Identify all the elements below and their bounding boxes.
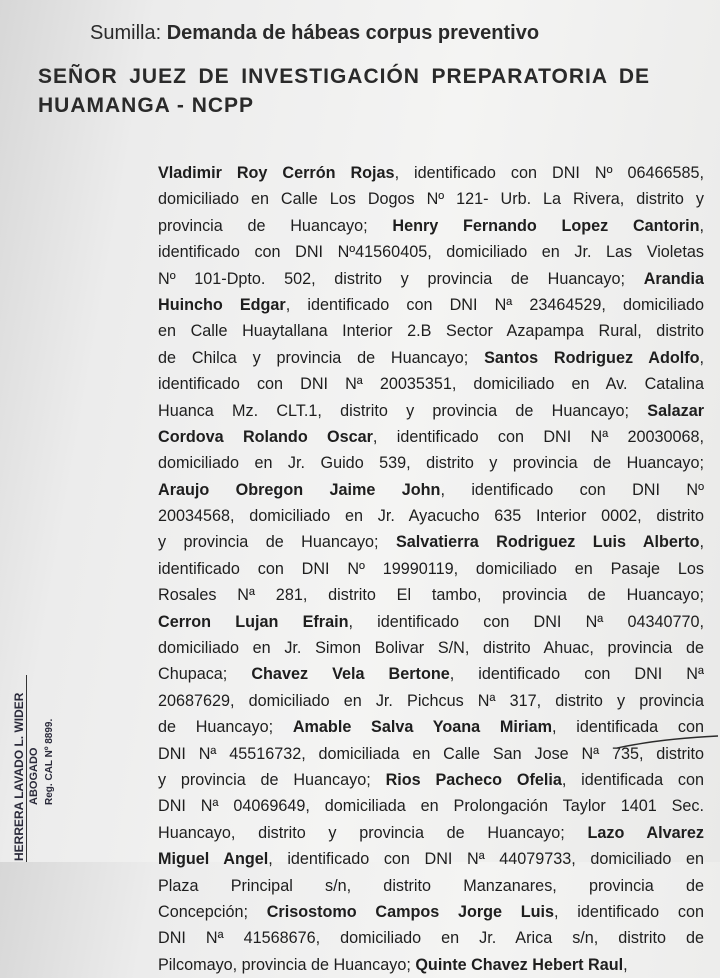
body-text-segment: 20034568, domiciliado en Jr. Ayacucho 635 Interior 0002, distrito	[158, 507, 704, 526]
body-line	[158, 424, 704, 450]
body-text-segment: DNI Nª 41568676, domiciliado en Jr. Arica s/n, distrito de	[158, 929, 704, 948]
body-text-segment: Nº 101-Dpto. 502, distrito y provincia de Huancayo;	[158, 269, 644, 288]
body-text-segment: DNI Nª 04069649, domiciliada en Prolongación Taylor 1401 Sec.	[158, 797, 704, 816]
body-text-segment: ,	[699, 216, 704, 235]
body-line	[158, 820, 704, 846]
body-line	[158, 239, 704, 265]
body-text-segment: domiciliado en Jr. Guido 539, distrito y provincia de Huancayo;	[158, 454, 704, 473]
body-paragraph	[158, 160, 704, 978]
body-text-segment: , identificado con DNI Nª 23464529, domiciliado	[285, 295, 704, 314]
body-text-segment: ,	[699, 533, 704, 552]
party-name: Arandia	[643, 269, 704, 288]
body-line	[158, 345, 704, 371]
body-line	[158, 661, 704, 687]
body-line	[158, 793, 704, 819]
body-text-segment: , identificado con DNI Nª 44079733, domiciliado en	[268, 850, 704, 869]
body-text-segment: , identificado con DNI Nº	[440, 480, 704, 499]
body-text-segment: Rosales Nª 281, distrito El tambo, provincia de Huancayo;	[158, 586, 704, 605]
addressee-heading	[38, 62, 650, 120]
body-text-segment: , identificado con DNI Nª 04340770,	[348, 612, 704, 631]
body-line	[158, 529, 704, 555]
addressee-line: SEÑOR JUEZ DE INVESTIGACIÓN PREPARATORIA DE	[38, 65, 650, 88]
party-name: Cordova Rolando Oscar	[158, 427, 373, 446]
body-text-segment: en Calle Huaytallana Interior 2.B Sector Azapampa Rural, distrito	[158, 322, 704, 341]
body-text-segment: Huanca Mz. CLT.1, distrito y provincia de Huancayo;	[158, 401, 648, 420]
body-text-segment: , identificado con	[554, 902, 704, 921]
body-line	[158, 477, 704, 503]
party-name: Amable Salva Yoana Miriam	[292, 718, 553, 737]
body-line	[158, 582, 704, 608]
body-text-segment: ,	[699, 348, 704, 367]
body-text-segment: Pilcomayo, provincia de Huancayo;	[158, 955, 416, 974]
party-name: Quinte Chavez Hebert Raul	[415, 955, 624, 974]
body-text-segment: identificado con DNI Nº 19990119, domiciliado en Pasaje Los	[158, 559, 704, 578]
body-text-segment: Huancayo, distrito y provincia de Huancayo;	[158, 823, 588, 842]
body-line	[158, 450, 704, 476]
party-name: Lazo Alvarez	[587, 823, 704, 842]
body-line	[158, 398, 704, 424]
party-name: Santos Rodriguez Adolfo	[484, 348, 700, 367]
party-name: Rios Pacheco Ofelia	[385, 770, 562, 789]
party-name: Henry Fernando Lopez Cantorin	[392, 216, 700, 235]
body-line	[158, 186, 704, 212]
body-line	[158, 503, 704, 529]
body-text-segment: , identificado con DNI Nª 20030068,	[372, 427, 704, 446]
body-line	[158, 925, 704, 951]
stamp-rule	[26, 675, 27, 862]
body-text-segment: Plaza Principal s/n, distrito Manzanares, provincia de	[158, 876, 704, 895]
body-line	[158, 371, 704, 397]
body-text-segment: de Chilca y provincia de Huancayo;	[158, 348, 485, 367]
body-text-segment: y provincia de Huancayo;	[158, 533, 396, 552]
body-text-segment: , identificado con DNI Nª	[449, 665, 704, 684]
body-text-segment: ,	[623, 955, 628, 974]
body-text-segment: y provincia de Huancayo;	[158, 770, 386, 789]
body-line	[158, 952, 704, 978]
stamp-name: HERRERA LAVADO L. WIDER	[12, 692, 26, 861]
party-name: Miguel Angel	[158, 850, 269, 869]
body-text-segment: identificado con DNI Nº41560405, domiciliado en Jr. Las Violetas	[158, 243, 704, 262]
party-name: Cerron Lujan Efrain	[158, 612, 349, 631]
pen-mark	[615, 730, 720, 770]
party-name: Salazar	[647, 401, 704, 420]
party-name: Huincho Edgar	[158, 295, 286, 314]
body-line	[158, 609, 704, 635]
body-line	[158, 292, 704, 318]
body-line	[158, 767, 704, 793]
sumilla-heading	[90, 22, 700, 45]
body-text-segment: Chupaca;	[158, 665, 252, 684]
body-text-segment: 20687629, domiciliado en Jr. Pichcus Nª 317, distrito y provincia	[158, 691, 704, 710]
body-line	[158, 318, 704, 344]
body-line	[158, 160, 704, 186]
body-text-segment: de Huancayo;	[158, 718, 293, 737]
stamp-registration: Reg. CAL Nº 8899.	[44, 718, 55, 805]
body-line	[158, 556, 704, 582]
body-text-segment: , identificada con	[552, 718, 704, 737]
body-text-segment: DNI Nª 45516732, domiciliada en Calle San Jose Nª 735, distrito	[158, 744, 704, 763]
body-line	[158, 846, 704, 872]
addressee-line: HUAMANGA - NCPP	[38, 94, 255, 117]
body-text-segment: , identificado con DNI Nº 06466585,	[394, 164, 704, 182]
party-name: Crisostomo Campos Jorge Luis	[266, 902, 555, 921]
party-name: Salvatierra Rodriguez Luis Alberto	[395, 533, 700, 552]
body-line	[158, 873, 704, 899]
body-line	[158, 266, 704, 292]
body-text-segment: , identificada con	[561, 770, 704, 789]
lawyer-stamp	[0, 655, 110, 862]
body-text-segment: domiciliado en Calle Los Dogos Nº 121- Urb. La Rivera, distrito y	[158, 190, 704, 209]
stamp-title: ABOGADO	[28, 747, 40, 805]
party-name: Araujo Obregon Jaime John	[158, 480, 441, 499]
body-text-segment: Concepción;	[158, 902, 267, 921]
party-name: Chavez Vela Bertone	[251, 665, 450, 684]
body-text-segment: domiciliado en Jr. Simon Bolivar S/N, distrito Ahuac, provincia de	[158, 639, 704, 658]
sumilla-label: Sumilla:	[90, 22, 167, 44]
body-line	[158, 635, 704, 661]
body-line	[158, 899, 704, 925]
body-text-segment: provincia de Huancayo;	[158, 216, 393, 235]
body-text-segment: identificado con DNI Nª 20035351, domiciliado en Av. Catalina	[158, 375, 704, 394]
party-name: Vladimir Roy Cerrón Rojas	[158, 164, 395, 182]
body-line	[158, 213, 704, 239]
body-line	[158, 688, 704, 714]
sumilla-text: Demanda de hábeas corpus preventivo	[166, 22, 540, 44]
